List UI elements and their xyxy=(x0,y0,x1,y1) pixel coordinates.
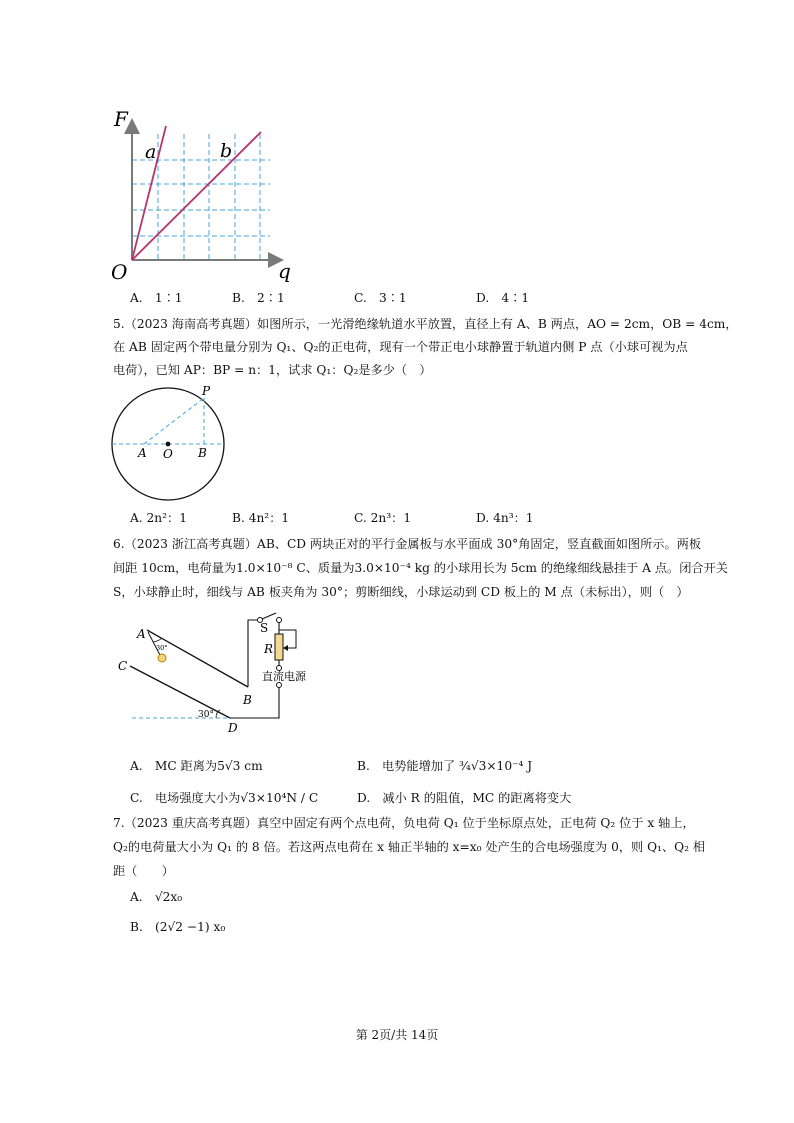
wire-top xyxy=(248,620,258,687)
f-axis-label: F xyxy=(114,107,128,131)
q7-option-b[interactable]: B. (2√2 −1) x₀ xyxy=(130,920,226,934)
q6-option-a[interactable]: A. MC 距离为5√3 cm xyxy=(130,759,263,773)
q6-plates-circuit-figure xyxy=(112,608,322,736)
q5-text-line-2: 在 AB 固定两个带电量分别为 Q₁、Q₂的正电荷，现有一个带正电小球静置于轨道内侧 P 点（小球可视为点 xyxy=(113,340,688,354)
fq-graph-figure xyxy=(108,104,293,284)
page-footer: 第 2页/共 14页 xyxy=(355,1028,439,1042)
q4-option-c[interactable]: C. 3∶1 xyxy=(354,291,407,305)
ap-line xyxy=(144,398,204,444)
line-a-label: a xyxy=(145,141,157,163)
q5-text-line-1: 5.（2023 海南高考真题）如图所示，一光滑绝缘轨道水平放置，直径上有 A、B 两点，AO = 2cm，OB = 4cm， xyxy=(113,317,738,331)
plate-cd xyxy=(130,666,230,718)
point-a-label: A xyxy=(138,446,147,460)
q5-option-a[interactable]: A. 2n²：1 xyxy=(130,511,187,525)
q6-text-line-3: S，小球静止时，细线与 AB 板夹角为 30°；剪断细线，小球运动到 CD 板上的 M 点（未标出），则（ ） xyxy=(113,585,689,599)
q5-option-d[interactable]: D. 4n³：1 xyxy=(476,511,534,525)
power-terminal-bottom xyxy=(277,683,282,688)
resistor-label: R xyxy=(264,642,274,656)
q6-text-line-1: 6.（2023 浙江高考真题）AB、CD 两块正对的平行金属板与水平面成 30°角固定，竖直截面如图所示。两板 xyxy=(113,537,702,551)
angle-arc-top xyxy=(153,638,162,642)
switch-s xyxy=(262,613,276,619)
point-o-label: O xyxy=(163,447,173,461)
q5-option-b[interactable]: B. 4n²：1 xyxy=(232,511,290,525)
q5-text-line-3: 电荷），已知 AP：BP = n：1，试求 Q₁：Q₂是多少（ ） xyxy=(113,363,432,377)
q4-option-a[interactable]: A. 1∶1 xyxy=(130,291,183,305)
slider-arrow xyxy=(283,645,288,651)
q6-option-d[interactable]: D. 减小 R 的阻值，MC 的距离将变大 xyxy=(357,791,572,805)
wire-bottom xyxy=(230,687,279,718)
point-d-label: D xyxy=(228,721,238,735)
switch-label: S xyxy=(260,621,269,635)
point-b-label: B xyxy=(198,446,207,460)
point-c-label: C xyxy=(118,659,128,673)
resistor-r xyxy=(275,634,283,660)
q6-text-line-2: 间距 10cm，电荷量为1.0×10⁻⁸ C、质量为3.0×10⁻⁴ kg 的小球用长为 5cm 的绝缘细线悬挂于 A 点。闭合开关 xyxy=(113,561,728,575)
switch-contact-right xyxy=(277,618,282,623)
q4-option-b[interactable]: B. 2∶1 xyxy=(232,291,285,305)
center-dot xyxy=(166,442,171,447)
q4-option-d[interactable]: D. 4∶1 xyxy=(476,291,530,305)
q5-option-c[interactable]: C. 2n³：1 xyxy=(354,511,412,525)
q7-option-a[interactable]: A. √2x₀ xyxy=(130,890,183,904)
point-b-label: B xyxy=(243,693,252,707)
q6-option-b[interactable]: B. 电势能增加了 ¾√3×10⁻⁴ J xyxy=(357,759,533,773)
q7-text-line-1: 7.（2023 重庆高考真题）真空中固定有两个点电荷，负电荷 Q₁ 位于坐标原点处，正电荷 Q₂ 位于 x 轴上， xyxy=(113,816,695,830)
angle-top-label: 30° xyxy=(156,644,168,652)
charged-ball xyxy=(158,654,166,662)
line-b-label: b xyxy=(220,140,233,162)
origin-label: O xyxy=(111,260,128,284)
q7-text-line-3: 距（ ） xyxy=(113,864,174,878)
point-p-label: P xyxy=(202,384,211,398)
q6-option-c[interactable]: C. 电场强度大小为√3×10⁴N / C xyxy=(130,791,319,805)
q5-circle-figure xyxy=(108,382,233,504)
point-a-label: A xyxy=(137,627,146,641)
angle-bottom-label: 30° xyxy=(198,710,214,720)
q-axis-label: q xyxy=(278,259,291,283)
q7-text-line-2: Q₂的电荷量大小为 Q₁ 的 8 倍。若这两点电荷在 x 轴正半轴的 x=x₀ 处产生的合电场强度为 0，则 Q₁、Q₂ 相 xyxy=(113,840,706,854)
power-supply-label: 直流电源 xyxy=(262,670,306,683)
